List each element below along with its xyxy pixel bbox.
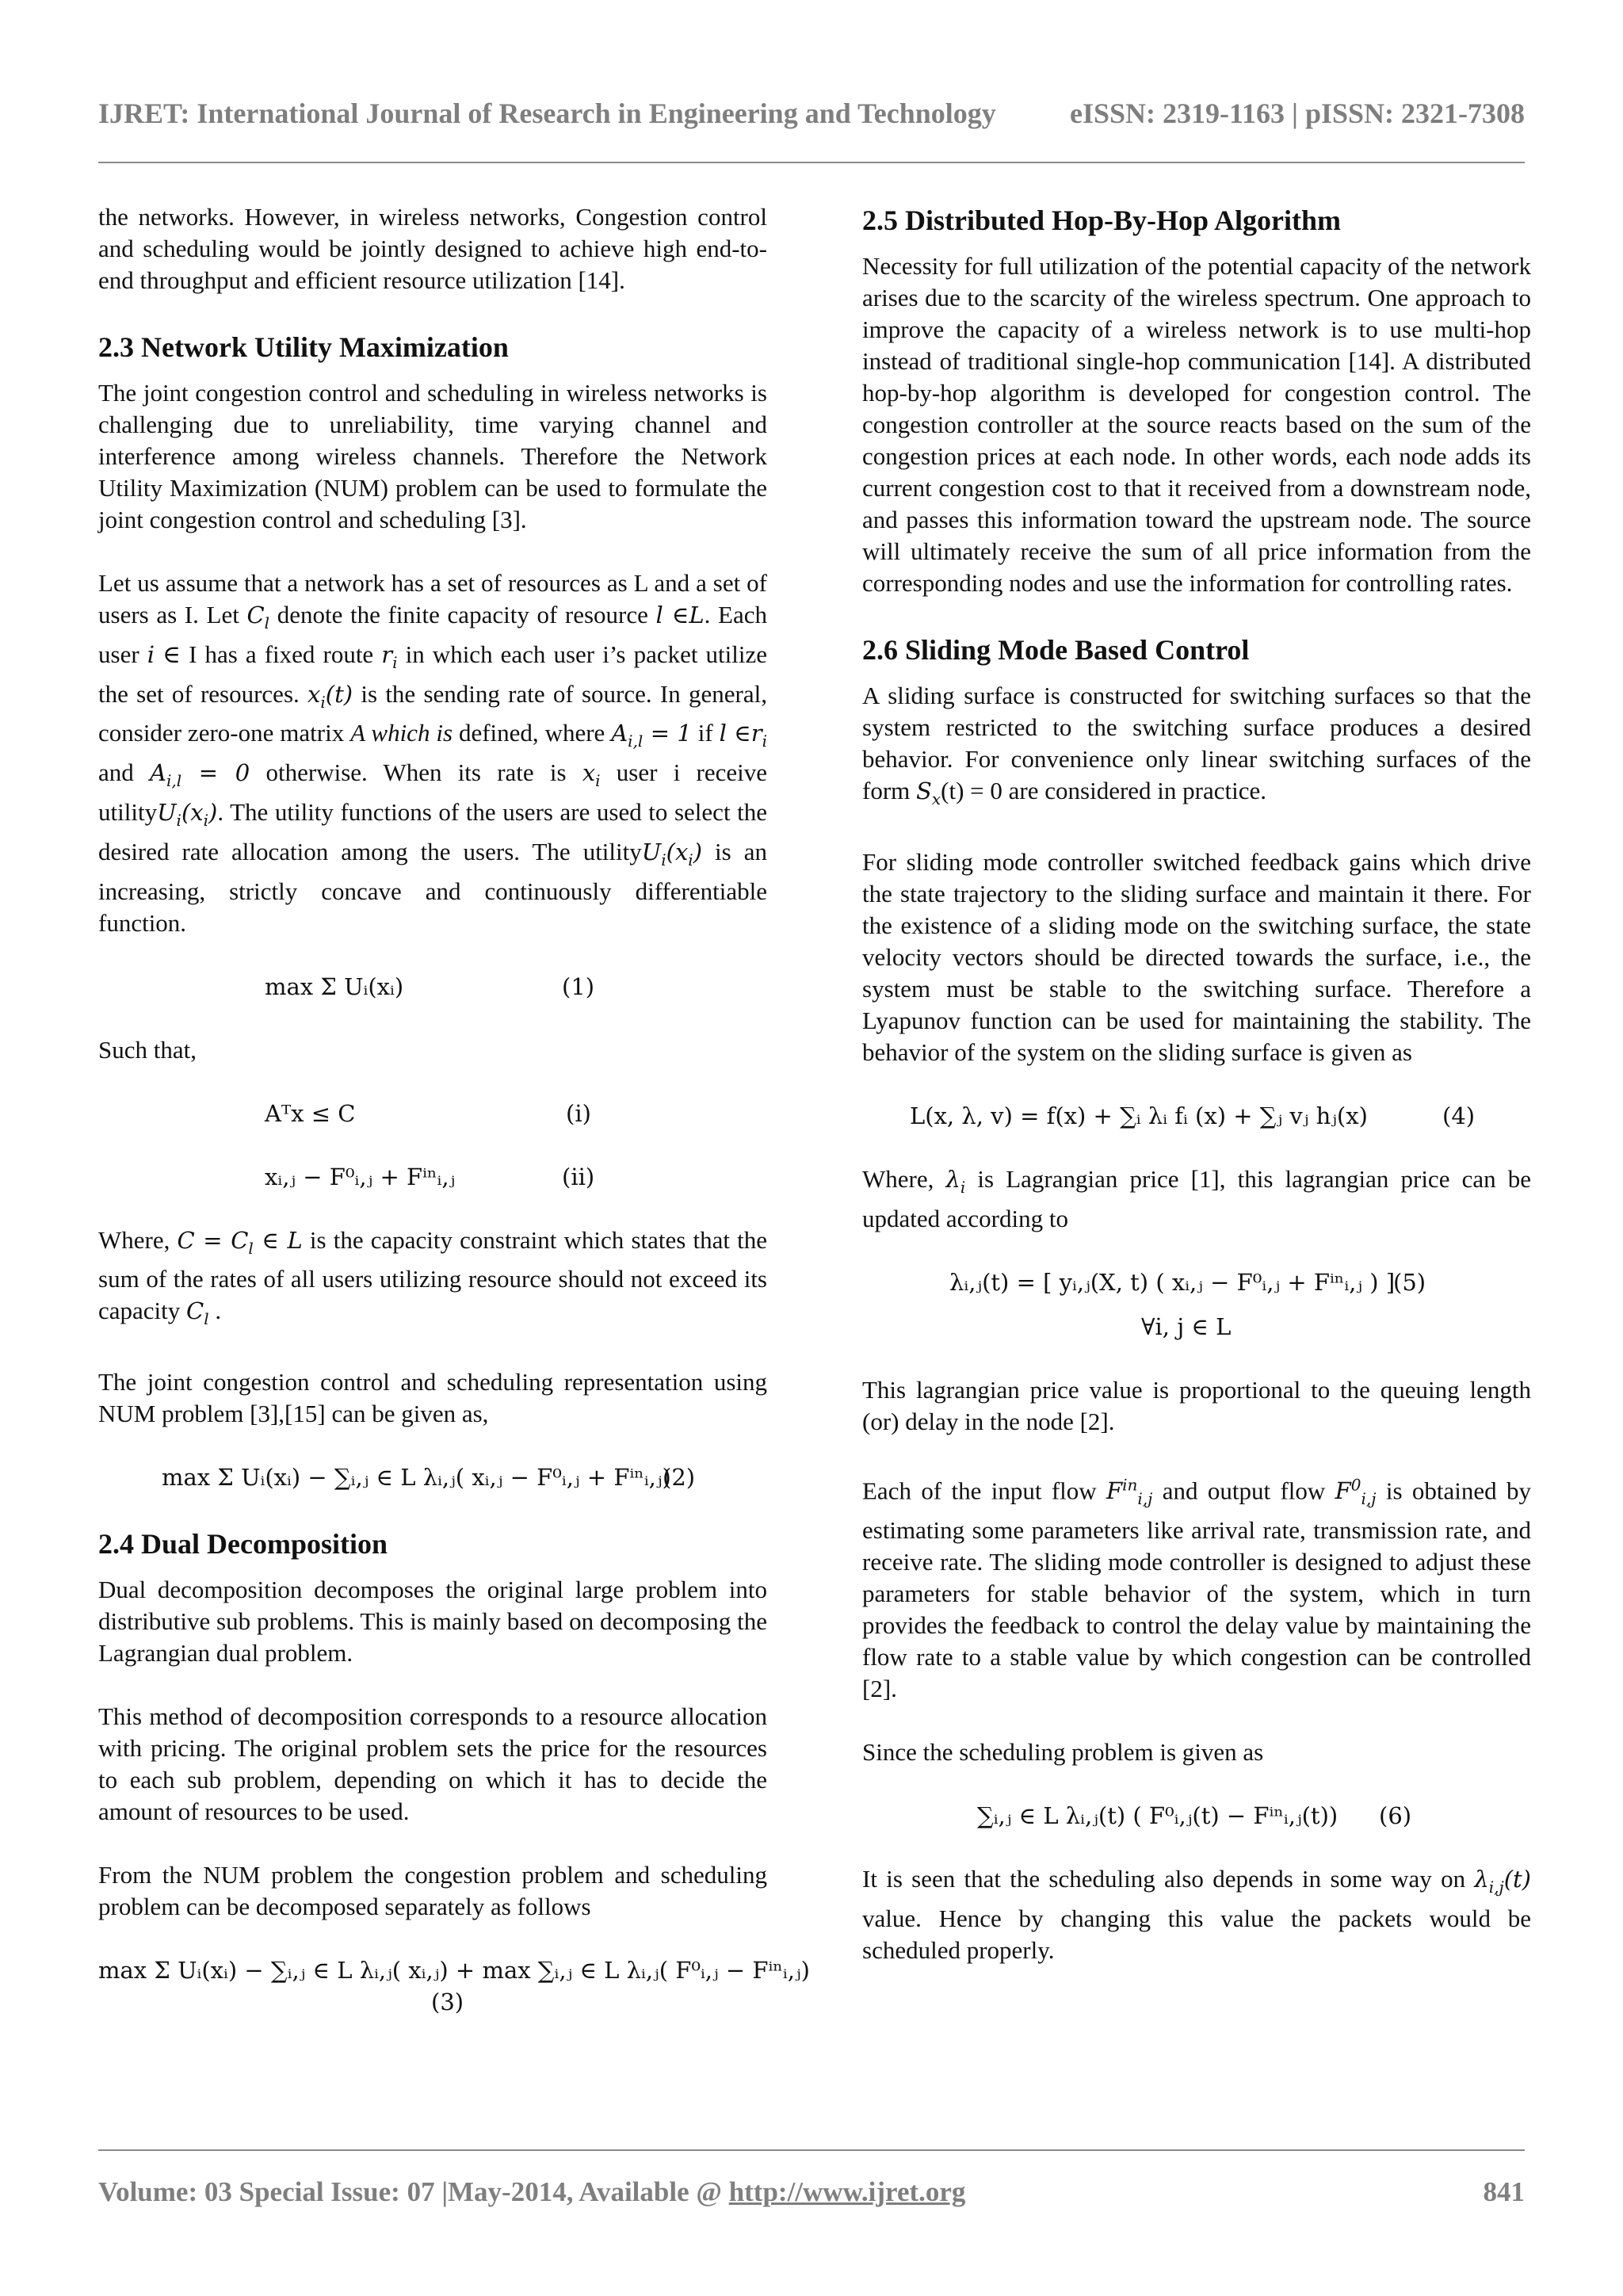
intro-paragraph: the networks. However, in wireless networks, Congestion control and scheduling would be jointly designed to achieve high end-to-end throughput and efficient resource utilization [14].	[98, 203, 767, 294]
header-rule	[98, 162, 1525, 163]
equation-2-expression: max Σ Uᵢ(xᵢ) − ∑ᵢ,ⱼ ∈ L λᵢ,ⱼ( xᵢ,ⱼ − F⁰ᵢ,ⱼ + Fⁱⁿᵢ,ⱼ)	[162, 1464, 671, 1492]
equation-1	[98, 971, 767, 1003]
equation-4-expression: L(x, λ, v) = f(x) + ∑ᵢ λᵢ fᵢ (x) + ∑ⱼ vⱼ hⱼ(x)	[910, 1102, 1368, 1129]
equation-1-number: (1)	[562, 972, 595, 1000]
equation-5-condition	[862, 1311, 1531, 1343]
scheduling-conclusion-paragraph: It is seen that the scheduling also depends in some way on $\lambda_{i,j}(t)$ value. Hence by changing this value the packets would be scheduled properly.	[862, 1865, 1531, 1964]
running-footer	[98, 2176, 1525, 2208]
constraint-i	[98, 1098, 767, 1129]
equation-4-number: (4)	[1442, 1102, 1476, 1129]
capacity-constraint-paragraph: Where, $C = C_l$ ∈ L is the capacity constraint which states that the sum of the rates of all users utilizing resource should not exceed its capacity $C_l$ .	[98, 1225, 767, 1329]
equation-3-number: (3)	[431, 1988, 464, 2016]
volume-info: Volume: 03 Special Issue: 07 |May-2014, Available @ http://www.ijret.org	[98, 2176, 966, 2207]
section-2-3-paragraph-2: Let us assume that a network has a set of resources as L and a set of users as I. Let $C_l$ denote the finite capacity of resource l ∈L. Each user i ∈ I has a fixed route $r_i$ in which each user i’s packet utilize the set of resources. $x_i(t)$ is the sending rate of source. In general, consider zero-one matrix A which is defined, where $A_{i,l} = 1$ if l $\in r_i$ and $A_{i,l} = 0$ otherwise. When its rate is $x_i$ user i receive $utilityU_i(x_i)$. The utility functions of the users are used to select the desired rate allocation among the users. The $utilityU_i(x_i)$ is an increasing, strictly concave and continuously differentiable function.	[98, 569, 768, 937]
equation-1-expression: max Σ Uᵢ(xᵢ)	[265, 972, 404, 1000]
flow-paragraph: Each of the input flow $F^{in}_{i,j}$ and output flow $F^0_{i,j}$ is obtained by estimating some parameters like arrival rate, transmission rate, and receive rate. The sliding mode controller is designed to adjust these parameters for stable behavior of the system, which in turn provides the feedback to control the delay value by maintaining the flow rate to a stable value by which congestion can be controlled [2].	[862, 1475, 1531, 1703]
equation-5-number: (5)	[1393, 1268, 1426, 1296]
section-2-4-paragraph-2: This method of decomposition corresponds to a resource allocation with pricing. The original problem sets the price for the resources to each sub problem, depending on which it has to decide the amount of resources to be used.	[98, 1702, 767, 1826]
equation-6-number: (6)	[1379, 1802, 1412, 1830]
section-2-6-paragraph-1: A sliding surface is constructed for switching surfaces so that the system restricted to the switching surface produces a desired behavior. For convenience only linear switching surfaces of the form $S_x(t) = 0$ are considered in practice.	[862, 682, 1531, 808]
equation-5	[862, 1266, 1531, 1298]
equation-5-expression: λᵢ,ⱼ(t) = [ yᵢ,ⱼ(X, t) ( xᵢ,ⱼ − F⁰ᵢ,ⱼ + Fⁱⁿᵢ,ⱼ ) ]	[949, 1268, 1396, 1296]
section-2-4-paragraph-1: Dual decomposition decomposes the original large problem into distributive sub problems. This is mainly based on decomposing the Lagrangian dual problem.	[98, 1576, 767, 1668]
left-column	[98, 201, 810, 2050]
journal-website-link[interactable]: http://www.ijret.org	[728, 2176, 966, 2207]
constraint-ii	[98, 1161, 767, 1193]
such-that-text: Such that,	[98, 1035, 197, 1064]
equation-4	[862, 1100, 1531, 1132]
equation-2-number: (2)	[663, 1464, 696, 1492]
section-2-6-heading: 2.6 Sliding Mode Based Control	[862, 634, 1250, 666]
constraint-i-number: (i)	[566, 1099, 591, 1127]
proportional-paragraph: This lagrangian price value is proportional to the queuing length (or) delay in the node [2].	[862, 1375, 1531, 1435]
equation-2	[98, 1461, 767, 1493]
section-2-4-heading: 2.4 Dual Decomposition	[98, 1528, 388, 1561]
journal-title: IJRET: International Journal of Research in Engineering and Technology	[98, 97, 996, 129]
right-column	[862, 201, 1531, 1998]
section-2-6-paragraph-2: For sliding mode controller switched feedback gains which drive the state trajectory to the sliding surface and maintain it there. For the existence of a sliding mode on the switching surface, the state velocity vectors should be directed towards the surface, i.e., the system must be stable to the switching surface. Therefore a Lyapunov function can be used for maintaining the stability. The behavior of the system on the sliding surface is given as	[862, 847, 1531, 1066]
section-2-4-paragraph-3: From the NUM problem the congestion problem and scheduling problem can be decomposed separately as follows	[98, 1861, 767, 1921]
equation-3	[98, 1954, 810, 2018]
issn-info: eISSN: 2319-1163 | pISSN: 2321-7308	[1070, 97, 1525, 129]
equation-6-expression: ∑ᵢ,ⱼ ∈ L λᵢ,ⱼ(t) ( F⁰ᵢ,ⱼ(t) − Fⁱⁿᵢ,ⱼ(t))	[977, 1802, 1338, 1830]
joint-representation-paragraph: The joint congestion control and scheduling representation using NUM problem [3],[15] can be given as,	[98, 1368, 767, 1428]
section-2-3-paragraph-1: The joint congestion control and scheduling in wireless networks is challenging due to unreliability, time varying channel and interference among wireless channels. Therefore the Network Utility Maximization (NUM) problem can be used to formulate the joint congestion control and scheduling [3].	[98, 379, 767, 533]
page-number: 841	[1483, 2176, 1525, 2207]
constraint-ii-expression: xᵢ,ⱼ − F⁰ᵢ,ⱼ + Fⁱⁿᵢ,ⱼ	[265, 1163, 456, 1190]
scheduling-intro-paragraph: Since the scheduling problem is given as	[862, 1738, 1264, 1767]
section-2-5-paragraph: Necessity for full utilization of the potential capacity of the network arises due to the scarcity of the wireless spectrum. One approach to improve the capacity of a wireless network is to use multi-hop instead of traditional single-hop communication [14]. A distributed hop-by-hop algorithm is developed for congestion control. The congestion controller at the source reacts based on the sum of the congestion prices at each node. In other words, each node adds its current congestion cost to that it received from a downstream node, and passes this information toward the upstream node. The source will ultimately receive the sum of all price information from the corresponding nodes and use the information for controlling rates.	[862, 252, 1531, 597]
equation-6	[862, 1800, 1531, 1832]
section-2-3-heading: 2.3 Network Utility Maximization	[98, 331, 509, 363]
equation-3-expression: max Σ Uᵢ(xᵢ) − ∑ᵢ,ⱼ ∈ L λᵢ,ⱼ( xᵢ,ⱼ) + max ∑ᵢ,ⱼ ∈ L λᵢ,ⱼ( F⁰ᵢ,ⱼ − Fⁱⁿᵢ,ⱼ)	[98, 1957, 810, 1985]
lagrangian-price-paragraph: Where, $\lambda_i$ is Lagrangian price [1], this lagrangian price can be updated according to	[862, 1164, 1531, 1232]
equation-5-condition-expression: ∀i, j ∈ L	[1141, 1312, 1232, 1340]
running-header	[98, 97, 1525, 130]
constraint-i-expression: Aᵀx ≤ C	[265, 1099, 356, 1127]
footer-rule	[98, 2149, 1525, 2151]
section-2-5-heading: 2.5 Distributed Hop-By-Hop Algorithm	[862, 204, 1342, 236]
constraint-ii-number: (ii)	[562, 1163, 595, 1190]
